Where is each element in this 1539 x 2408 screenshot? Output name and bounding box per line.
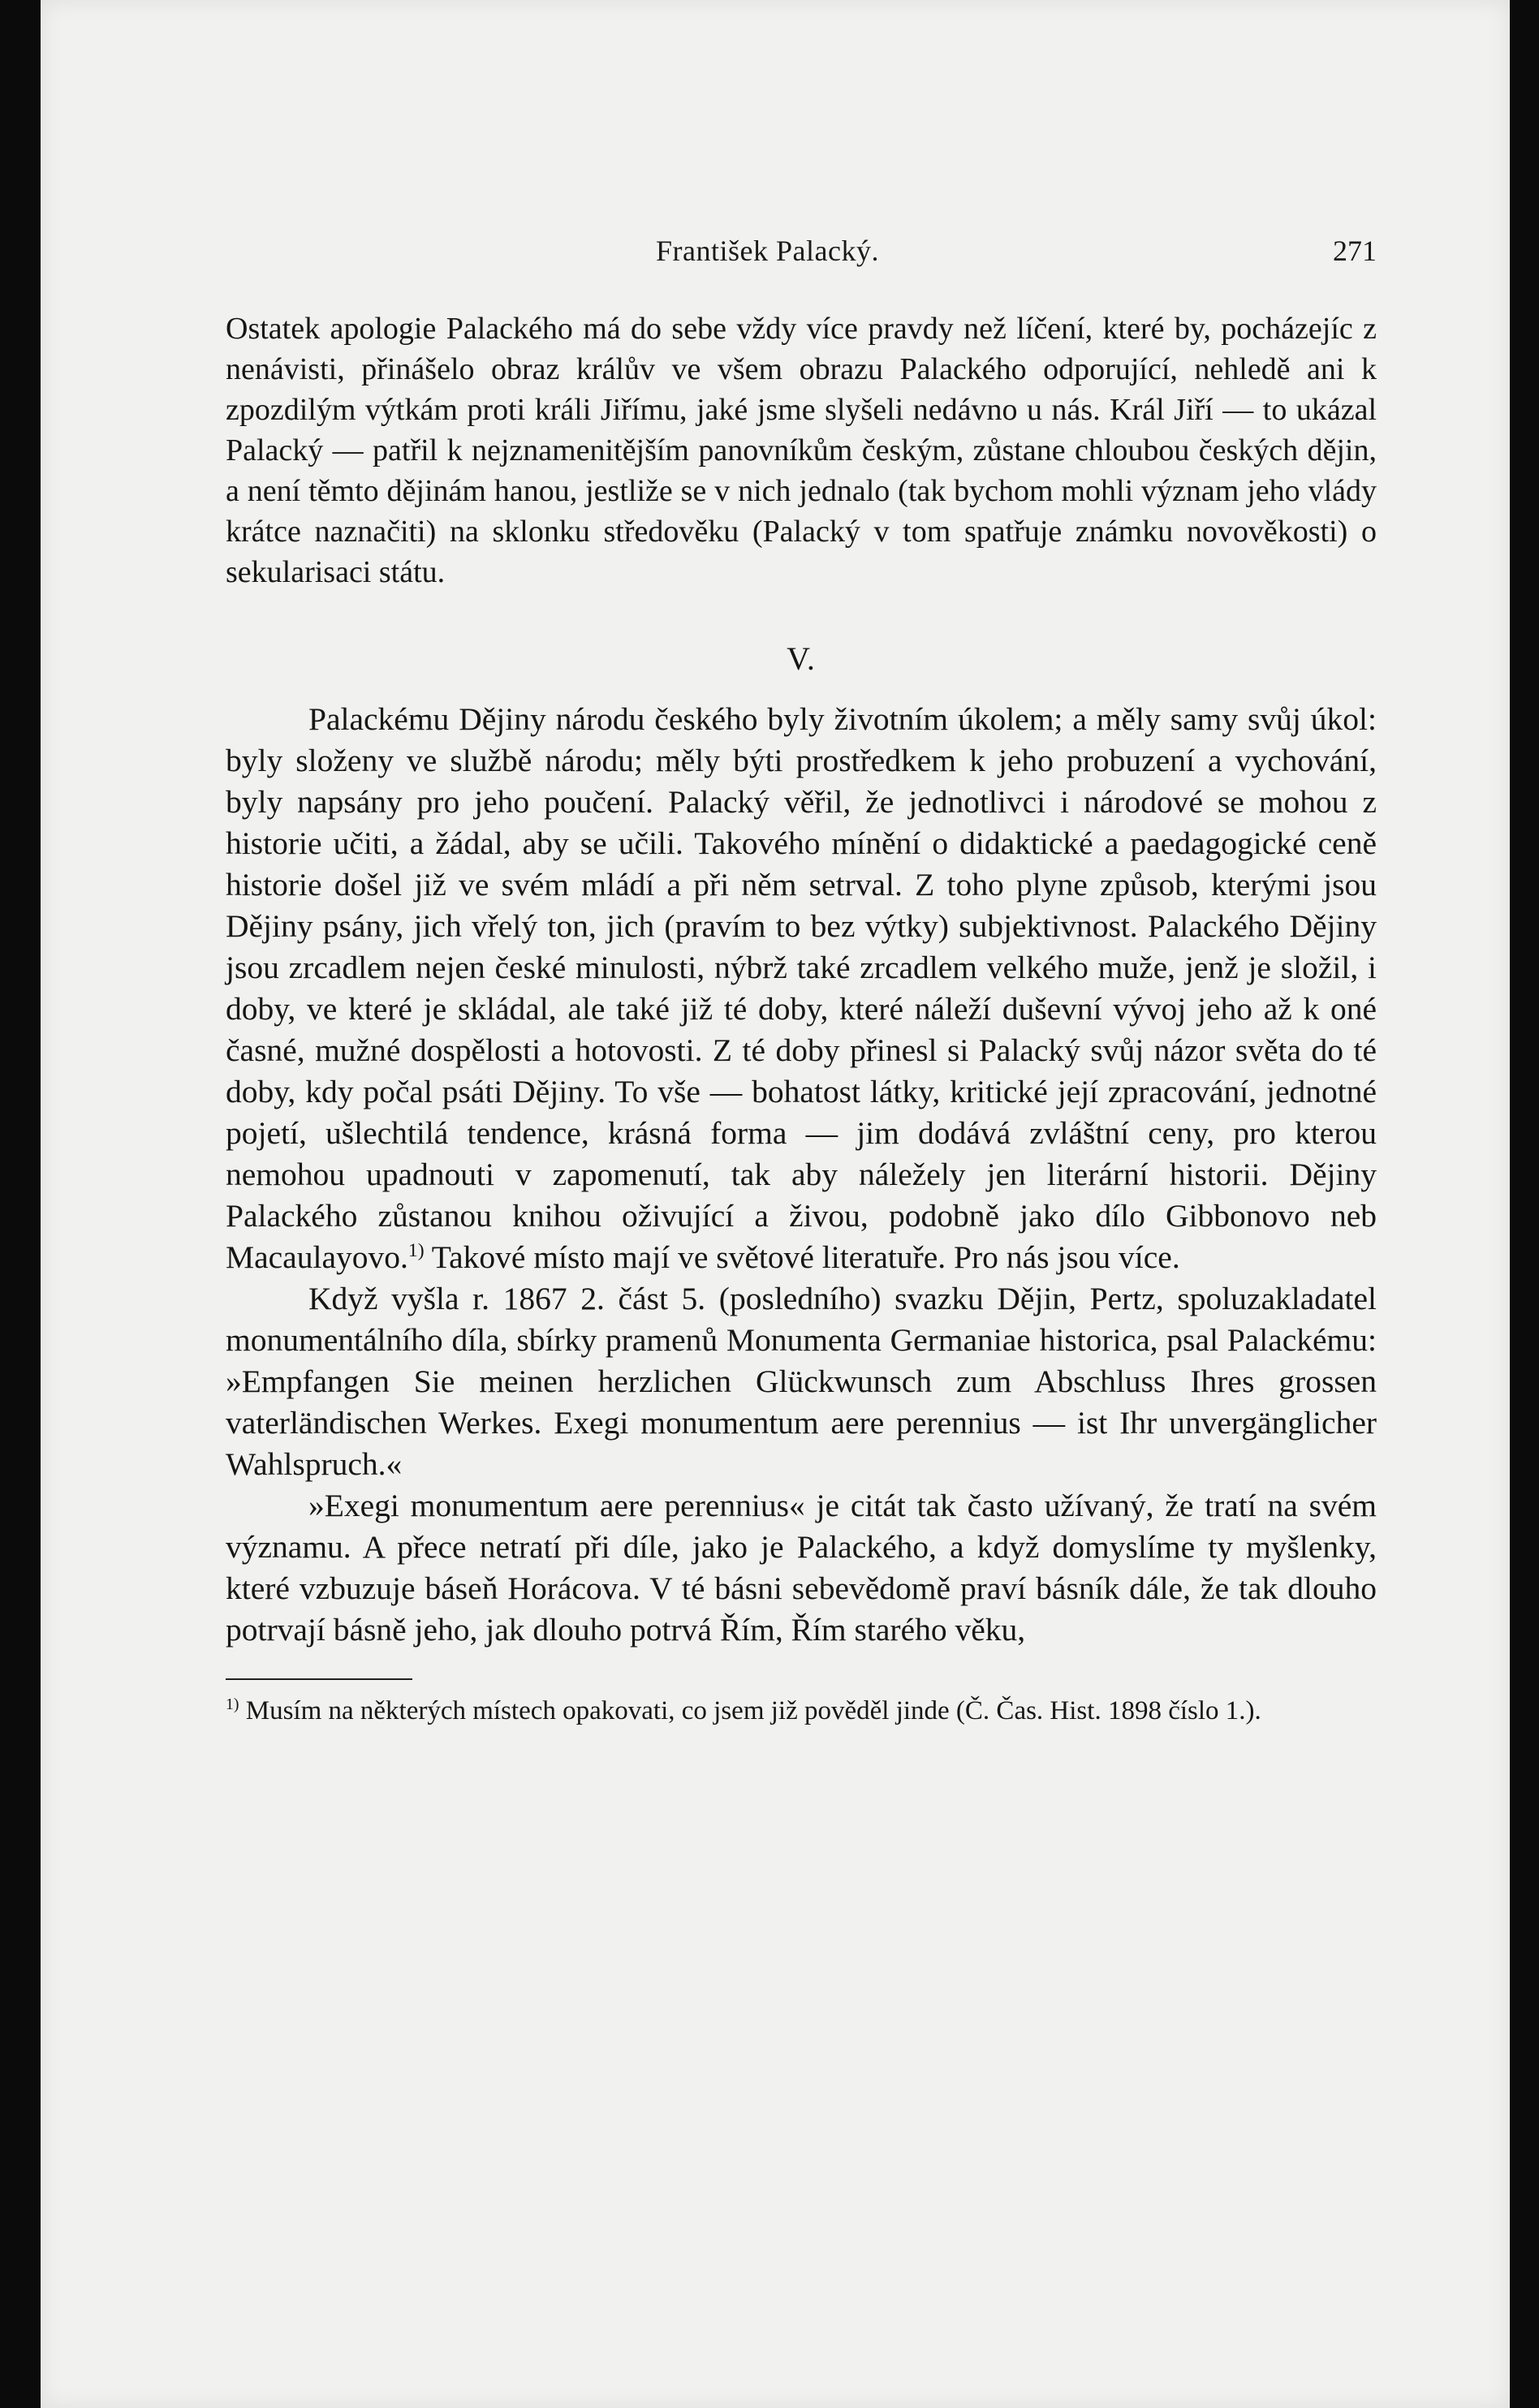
- footnote-marker: 1): [226, 1695, 239, 1713]
- footnote-reference: 1): [407, 1239, 425, 1261]
- paragraph-text: Palackému Dějiny národu českého byly životním úkolem; a měly samy svůj úkol: byly složeny ve službě národu; měly býti prostředkem k jeho probuzení a vychování, byly napsány pro jeho poučení. Palacký věřil, že jednotlivci i národové se mohou z historie učiti, a žádal, aby se učili. Takového mínění o didaktické a paedagogické ceně historie došel již ve svém mládí a při něm setrval. Z toho plyne způsob, kterými jsou Dějiny psány, jich vřelý ton, jich (pravím to bez výtky) subjektivnost. Palackého Dějiny jsou zrcadlem nejen české minulosti, nýbrž také zrcadlem velkého muže, jenž je složil, i doby, ve které je skládal, ale také již té doby, které náleží duševní vývoj jeho až k oné časné, mužné dospělosti a hotovosti. Z té doby přinesl si Palacký svůj názor světa do té doby, kdy počal psáti Dějiny. To vše — bohatost látky, kritické její zpracování, jednotné pojetí, ušlechtilá tendence, krásná forma — jim dodává zvláštní ceny, pro kterou nemohou upadnouti v zapomenutí, tak aby náležely jen literární historii. Dějiny Palackého zůstanou knihou oživující a živou, podobně jako dílo Gibbonovo neb Macaulayovo.: [226, 701, 1377, 1275]
- paragraph: Když vyšla r. 1867 2. část 5. (posledního) svazku Dějin, Pertz, spoluzakladatel monumentálního díla, sbírky pramenů Monumenta Germaniae historica, psal Palackému: »Empfangen Sie meinen herzlichen Glückwunsch zum Abschluss Ihres grossen vaterländischen Werkes. Exegi monumentum aere perennius — ist Ihr unvergänglicher Wahlspruch.«: [226, 1281, 1377, 1482]
- page-number: 271: [1333, 235, 1377, 267]
- running-header: [226, 234, 1377, 282]
- intro-paragraph: Ostatek apologie Palackého má do sebe vždy více pravdy než líčení, které by, pocházejíc z nenávisti, přinášelo obraz králův ve všem obrazu Palackého odporující, nehledě ani k zpozdilým výtkám proti králi Jiřímu, jaké jsme slyšeli nedávno u nás. Král Jiří — to ukázal Palacký — patřil k nejznamenitějším panovníkům českým, zůstane chloubou českých dějin, a není těmto dějinám hanou, jestliže se v nich jednalo (tak bychom mohli význam jeho vlády krátce naznačiti) na sklonku středověku (Palacký v tom spatřuje známku novověkosti) o sekularisaci státu.: [226, 312, 1377, 589]
- footnote-separator: [226, 1678, 412, 1680]
- paragraph-text: Takové místo mají ve světové literatuře. Pro nás jsou více.: [424, 1239, 1180, 1275]
- footnote: [226, 1693, 1377, 1729]
- footnote-text: Musím na některých místech opakovati, co jsem již pověděl jinde (Č. Čas. Hist. 1898 číslo 1.).: [239, 1696, 1261, 1725]
- running-title: František Palacký.: [656, 235, 879, 267]
- book-page: [41, 0, 1510, 2408]
- section-heading: V.: [787, 640, 816, 677]
- section-v-text: [226, 699, 1377, 1651]
- page-body: [226, 308, 1377, 1729]
- paragraph: »Exegi monumentum aere perennius« je citát tak často užívaný, že tratí na svém významu. A přece netratí při díle, jako je Palackého, a když domyslíme ty myšlenky, které vzbuzuje báseň Horácova. V té básni sebevědomě praví básník dále, že tak dlouho potrvají básně jeho, jak dlouho potrvá Řím, Řím starého věku,: [226, 1488, 1377, 1648]
- paragraph: [226, 699, 1377, 1278]
